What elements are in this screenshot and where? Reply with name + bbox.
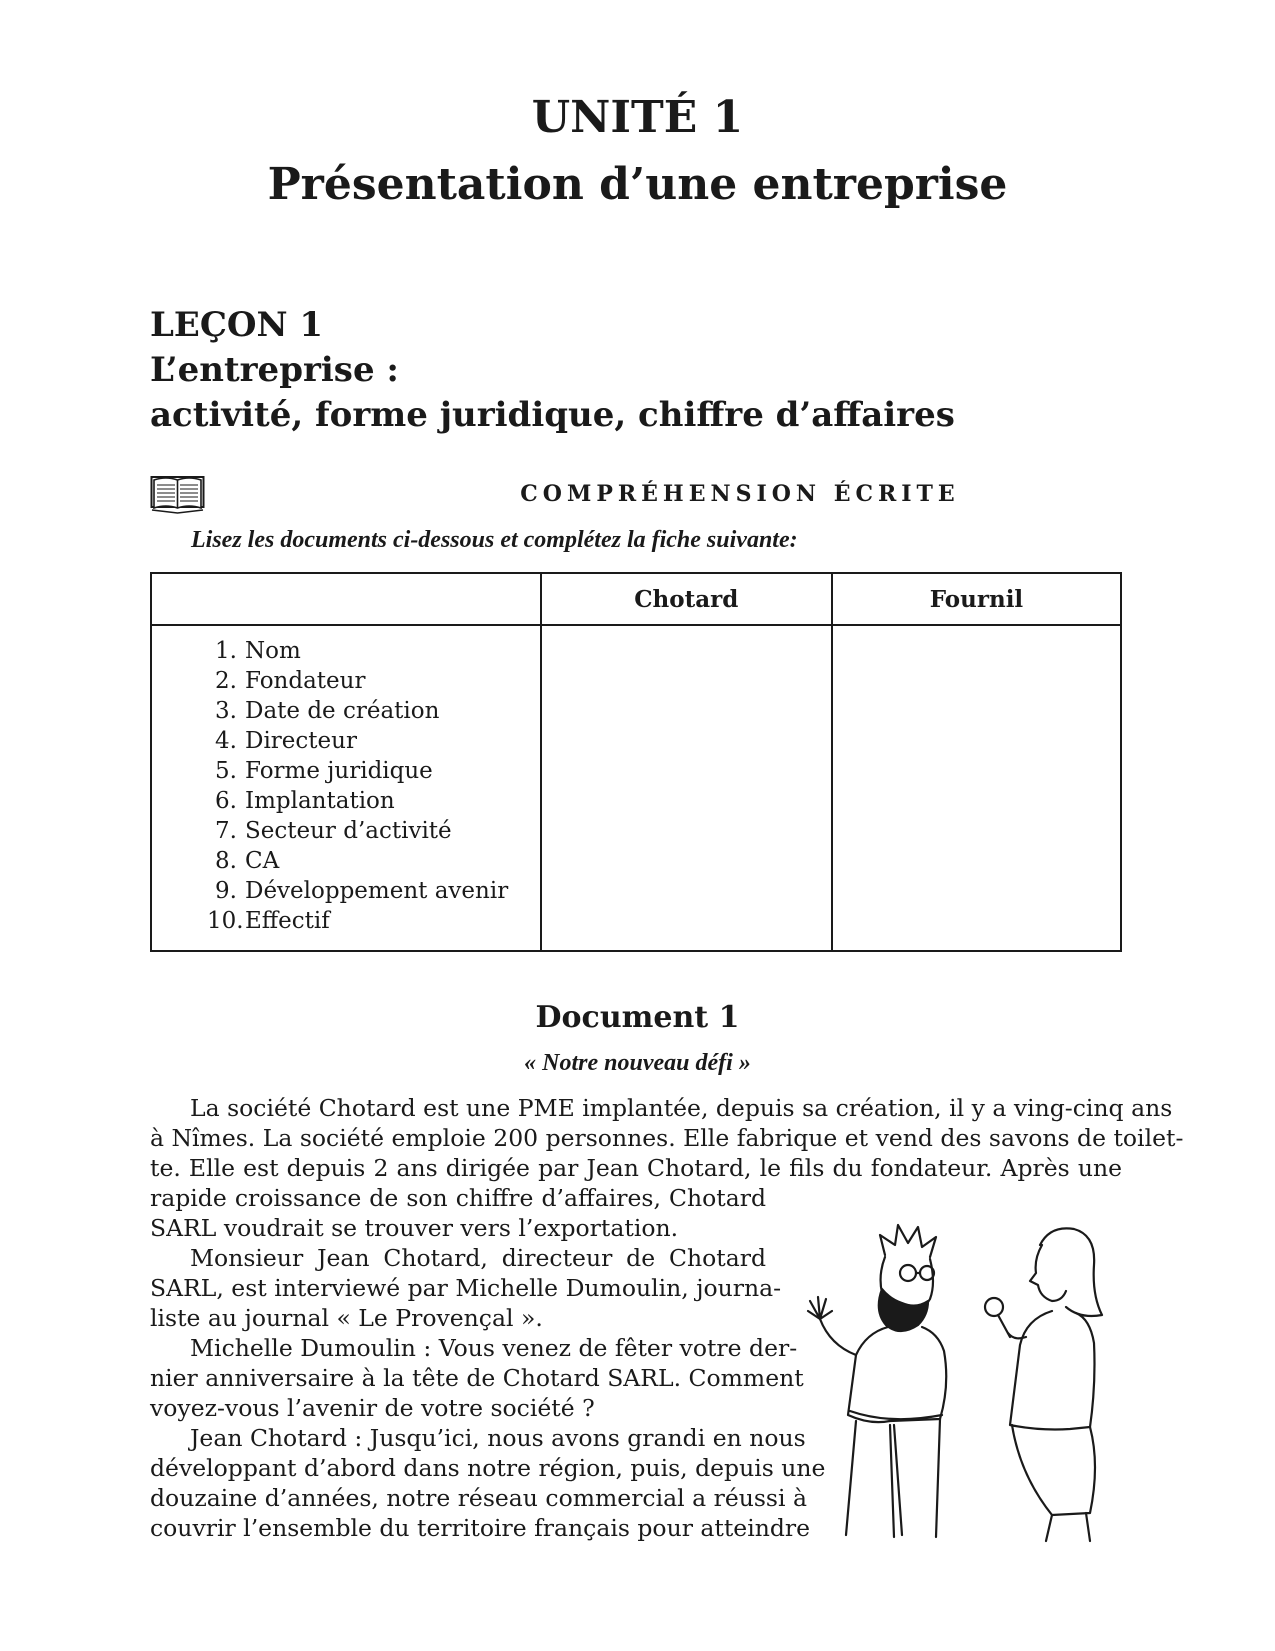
fiche-item-number: 8.	[215, 848, 237, 874]
lesson-title-line2: activité, forme juridique, chiffre d’affaires	[150, 395, 955, 435]
man-arm	[820, 1319, 856, 1355]
lesson-heading	[150, 303, 955, 438]
instruction-text: Lisez les documents ci-dessous et complétez la fiche suivante:	[191, 527, 798, 553]
fiche-item-label: Fondateur	[245, 668, 366, 694]
body-line: à Nîmes. La société emploie 200 personnes. Elle fabrique et vend des savons de toilet-	[150, 1124, 1184, 1152]
fiche-header-fournil: Fournil	[832, 573, 1121, 625]
fiche-item	[207, 876, 540, 906]
fiche-body-row	[151, 625, 1121, 951]
fiche-item-label: CA	[245, 848, 280, 874]
fiche-item	[207, 786, 540, 816]
open-book-icon	[150, 474, 205, 514]
fiche-item-number: 9.	[215, 878, 237, 904]
fiche-item	[207, 636, 540, 666]
lesson-title-line1: L’entreprise :	[150, 350, 399, 390]
fiche-item-number: 1.	[215, 638, 237, 664]
fiche-item	[207, 846, 540, 876]
body-line: SARL voudrait se trouver vers l’exportation.	[150, 1214, 679, 1242]
man-glasses-left	[900, 1265, 916, 1281]
fiche-item-number: 10.	[207, 908, 244, 934]
fiche-chotard-answer-cell[interactable]	[541, 625, 832, 951]
woman-skirt	[1012, 1425, 1095, 1515]
fiche-item-number: 6.	[215, 788, 237, 814]
fiche-item-number: 4.	[215, 728, 237, 754]
body-line: liste au journal « Le Provençal ».	[150, 1304, 543, 1332]
woman-hair	[1040, 1228, 1102, 1316]
man-sweater	[848, 1327, 946, 1422]
fiche-item	[207, 756, 540, 786]
fiche-item	[207, 666, 540, 696]
fiche-item-label: Nom	[245, 638, 301, 664]
document-subtitle: « Notre nouveau défi »	[524, 1050, 751, 1076]
body-line: douzaine d’années, notre réseau commercial a réussi à	[150, 1484, 807, 1512]
fiche-header-row	[151, 573, 1121, 625]
body-line: développant d’abord dans notre région, puis, depuis une	[150, 1454, 826, 1482]
man-sweater-band	[850, 1411, 942, 1419]
body-line: Jean Chotard : Jusqu’ici, nous avons grandi en nous	[190, 1424, 806, 1452]
fiche-item-label: Secteur d’activité	[245, 818, 452, 844]
body-line: rapide croissance de son chiffre d’affaires, Chotard	[150, 1184, 766, 1212]
body-line: Michelle Dumoulin : Vous venez de fêter votre der-	[190, 1334, 798, 1362]
man-legs	[846, 1419, 940, 1537]
interview-illustration	[790, 1215, 1120, 1545]
fiche-item-label: Effectif	[245, 908, 330, 934]
body-line: te. Elle est depuis 2 ans dirigée par Jean Chotard, le fils du fondateur. Après une	[150, 1154, 1122, 1182]
fiche-item-number: 3.	[215, 698, 237, 724]
body-line: nier anniversaire à la tête de Chotard SARL. Comment	[150, 1364, 804, 1392]
document-title: Document 1	[535, 1000, 740, 1035]
fiche-item-label: Développement avenir	[245, 878, 509, 904]
woman-legs	[1046, 1513, 1090, 1541]
man-hand	[808, 1297, 832, 1319]
fiche-item-label: Implantation	[245, 788, 395, 814]
woman-face	[1030, 1245, 1066, 1301]
body-line: La société Chotard est une PME implantée, depuis sa création, il y a ving-cinq ans	[190, 1094, 1173, 1122]
fiche-table	[150, 572, 1122, 952]
body-line: Monsieur Jean Chotard, directeur de Chotard	[190, 1244, 766, 1272]
man-beard	[879, 1289, 928, 1331]
microphone-icon	[985, 1298, 1003, 1316]
fiche-item	[207, 726, 540, 756]
fiche-item	[207, 696, 540, 726]
fiche-item-label: Forme juridique	[245, 758, 433, 784]
woman-body	[1010, 1311, 1095, 1430]
fiche-header-blank	[151, 573, 541, 625]
fiche-item-number: 2.	[215, 668, 237, 694]
fiche-header-chotard: Chotard	[541, 573, 832, 625]
unit-title: UNITÉ 1	[531, 92, 744, 143]
fiche-item-number: 5.	[215, 758, 237, 784]
fiche-items-cell	[151, 625, 541, 951]
body-line: couvrir l’ensemble du territoire français pour atteindre	[150, 1514, 811, 1542]
unit-subtitle: Présentation d’une entreprise	[267, 159, 1008, 210]
fiche-fournil-answer-cell[interactable]	[832, 625, 1121, 951]
lesson-label: LEÇON 1	[150, 305, 324, 345]
fiche-item	[207, 816, 540, 846]
section-heading: COMPRÉHENSION ÉCRITE	[520, 481, 960, 507]
document-body-wide	[150, 1093, 1184, 1183]
fiche-item-label: Date de création	[245, 698, 440, 724]
document-body-narrow	[150, 1183, 826, 1543]
fiche-item	[207, 906, 540, 936]
fiche-item-label: Directeur	[245, 728, 357, 754]
body-line: SARL, est interviewé par Michelle Dumoulin, journa-	[150, 1274, 782, 1302]
body-line: voyez-vous l’avenir de votre société ?	[150, 1394, 595, 1422]
man-hair	[880, 1225, 936, 1257]
fiche-item-number: 7.	[215, 818, 237, 844]
fiche-item-list	[152, 626, 540, 936]
